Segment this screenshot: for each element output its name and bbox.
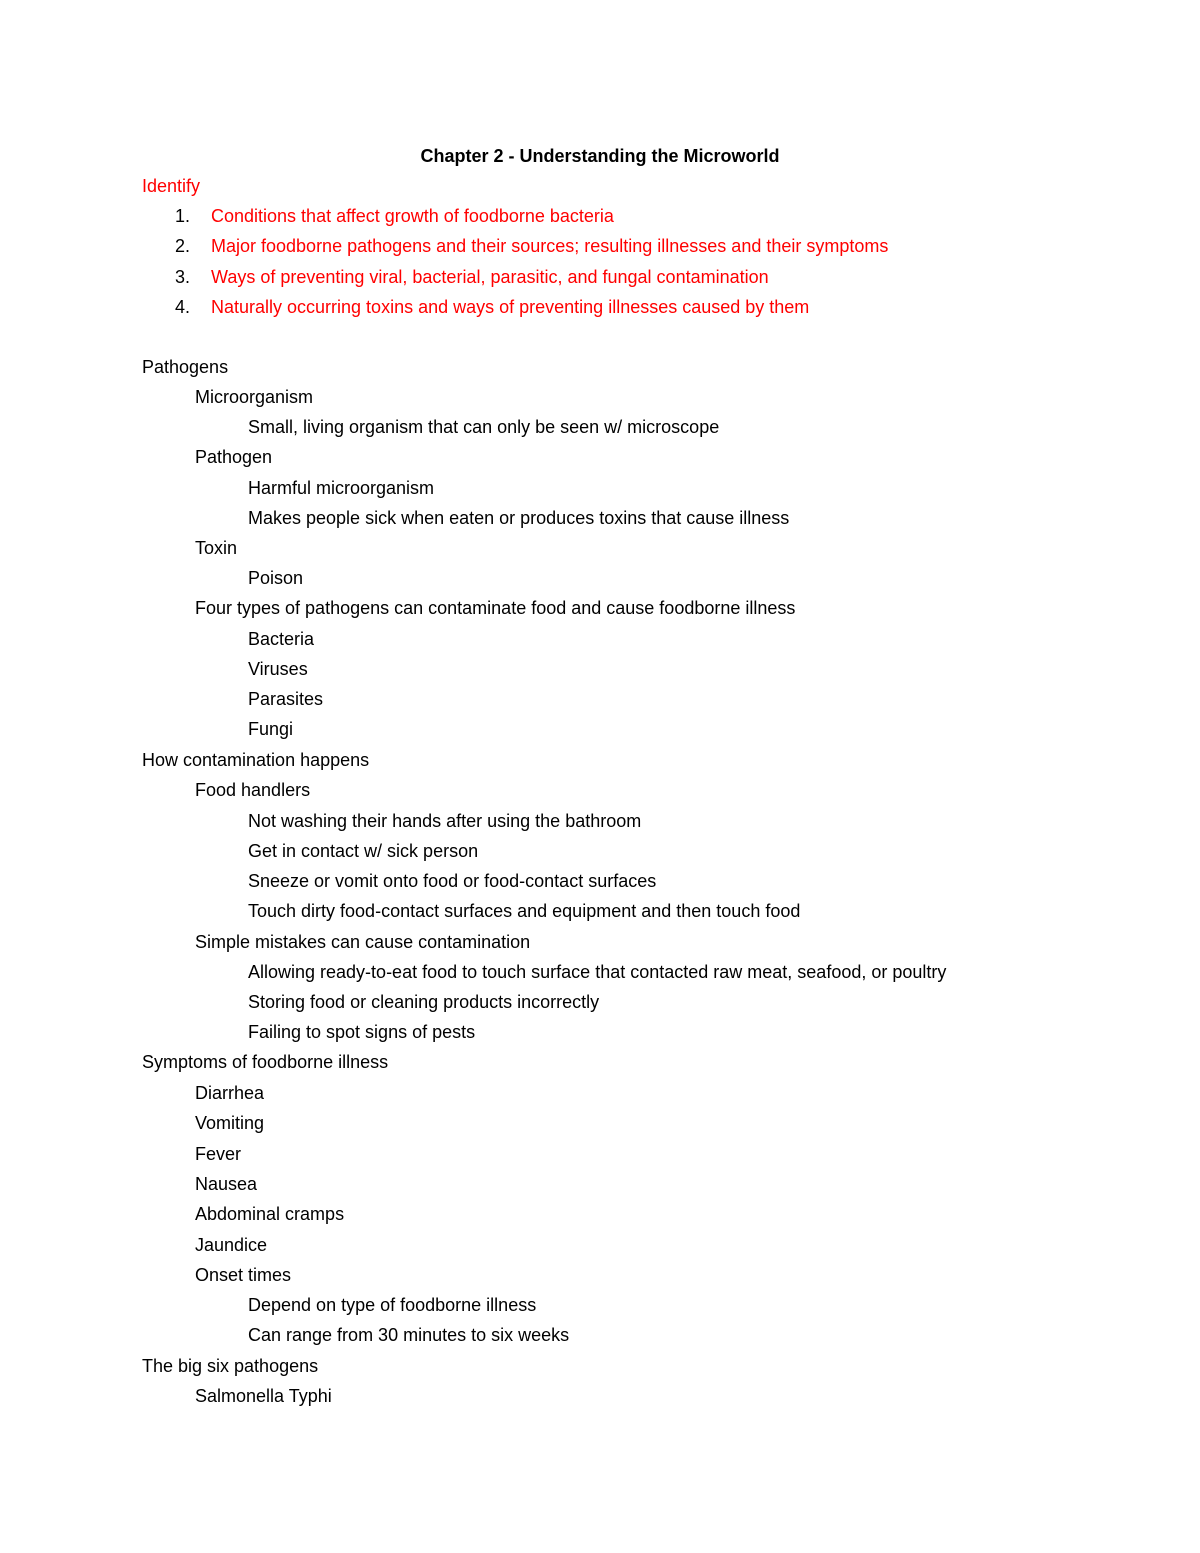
outline-item: Onset times — [195, 1265, 292, 1285]
page-title: Chapter 2 - Understanding the Microworld — [420, 146, 780, 166]
outline-item: Abdominal cramps — [195, 1204, 345, 1224]
outline-item: Microorganism — [195, 387, 314, 407]
objective-item — [175, 294, 809, 320]
objective-item — [175, 264, 769, 290]
outline-subitem: Parasites — [248, 689, 324, 709]
outline-subitem: Touch dirty food-contact surfaces and equipment and then touch food — [248, 901, 801, 921]
outline-item: Vomiting — [195, 1113, 265, 1133]
objective-number: 4. — [175, 297, 191, 317]
outline-subitem: Not washing their hands after using the bathroom — [248, 811, 642, 831]
outline-subitem: Fungi — [248, 719, 294, 739]
objective-number: 2. — [175, 236, 191, 256]
outline-subitem: Can range from 30 minutes to six weeks — [248, 1325, 570, 1345]
outline-subitem: Get in contact w/ sick person — [248, 841, 479, 861]
section-heading: How contamination happens — [142, 750, 370, 770]
objective-text: Conditions that affect growth of foodborne bacteria — [211, 206, 614, 226]
outline-subitem: Bacteria — [248, 629, 315, 649]
outline-subitem: Sneeze or vomit onto food or food-contact surfaces — [248, 871, 657, 891]
outline-subitem: Depend on type of foodborne illness — [248, 1295, 537, 1315]
outline-subitem: Poison — [248, 568, 304, 588]
identify-heading: Identify — [142, 176, 201, 196]
objective-text: Major foodborne pathogens and their sources; resulting illnesses and their symptoms — [211, 236, 889, 256]
objective-number: 3. — [175, 267, 191, 287]
outline-item: Diarrhea — [195, 1083, 265, 1103]
section-heading: Symptoms of foodborne illness — [142, 1052, 389, 1072]
outline-item: Simple mistakes can cause contamination — [195, 932, 531, 952]
section-heading: The big six pathogens — [142, 1356, 319, 1376]
objective-text: Ways of preventing viral, bacterial, parasitic, and fungal contamination — [211, 267, 769, 287]
outline-item: Pathogen — [195, 447, 273, 467]
outline-item: Nausea — [195, 1174, 258, 1194]
outline-subitem: Harmful microorganism — [248, 478, 435, 498]
outline-item: Toxin — [195, 538, 238, 558]
outline-item: Jaundice — [195, 1235, 268, 1255]
objective-text: Naturally occurring toxins and ways of preventing illnesses caused by them — [211, 297, 810, 317]
section-heading: Pathogens — [142, 357, 229, 377]
objective-item — [175, 233, 888, 259]
objective-number: 1. — [175, 206, 191, 226]
outline-subitem: Makes people sick when eaten or produces toxins that cause illness — [248, 508, 790, 528]
outline-subitem: Allowing ready-to-eat food to touch surface that contacted raw meat, seafood, or poultry — [248, 962, 947, 982]
outline-item: Fever — [195, 1144, 242, 1164]
outline-subitem: Small, living organism that can only be seen w/ microscope — [248, 417, 720, 437]
outline-item: Salmonella Typhi — [195, 1386, 332, 1406]
outline-subitem: Viruses — [248, 659, 308, 679]
outline-subitem: Storing food or cleaning products incorrectly — [248, 992, 600, 1012]
objective-item — [175, 203, 614, 229]
outline-item: Food handlers — [195, 780, 311, 800]
outline-subitem: Failing to spot signs of pests — [248, 1022, 476, 1042]
outline-item: Four types of pathogens can contaminate food and cause foodborne illness — [195, 598, 796, 618]
